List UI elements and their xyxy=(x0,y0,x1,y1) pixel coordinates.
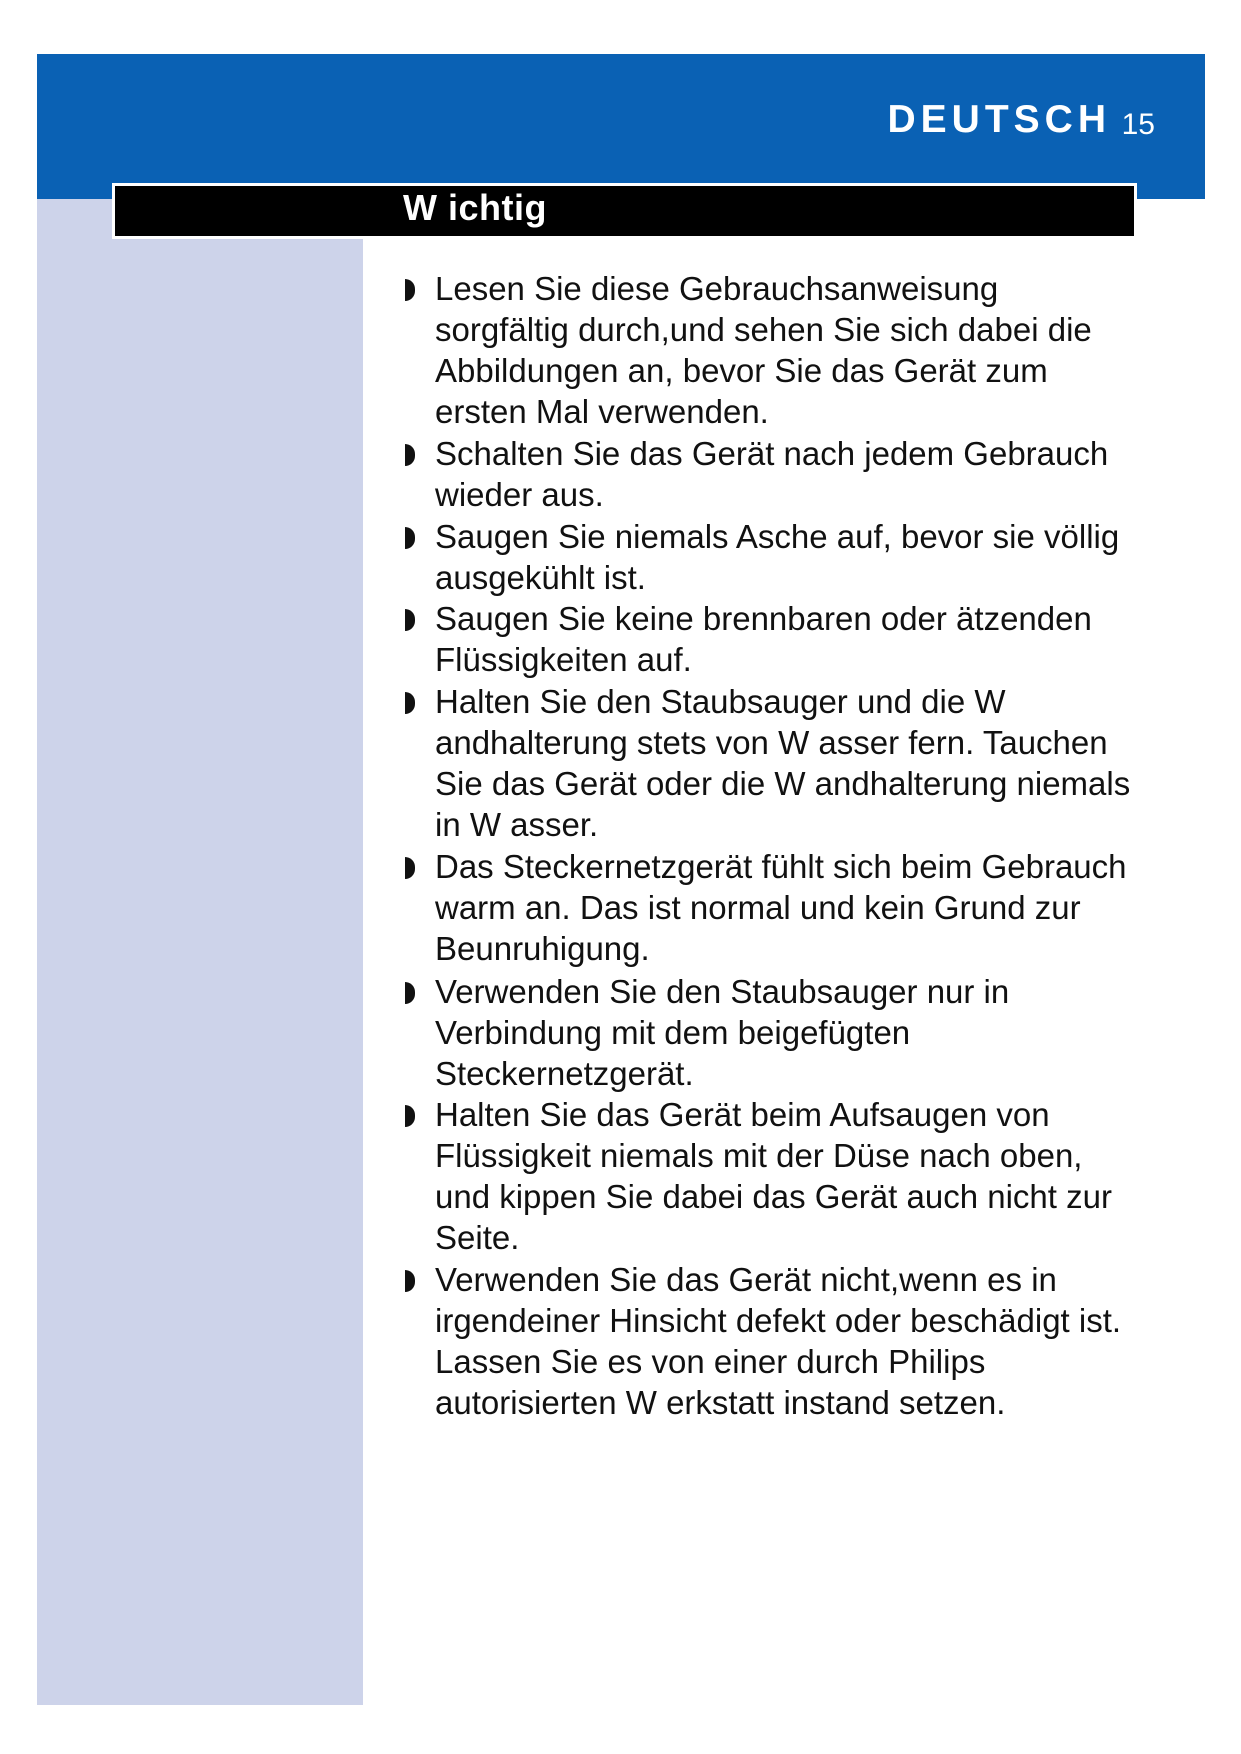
left-margin-panel xyxy=(37,199,363,1705)
bullet-icon xyxy=(405,609,415,631)
language-label: DEUTSCH xyxy=(887,98,1111,141)
section-title-bar xyxy=(112,183,1137,239)
list-item xyxy=(435,681,1135,845)
bullet-icon xyxy=(405,692,415,714)
bullet-icon xyxy=(405,857,415,879)
page-number: 15 xyxy=(1121,108,1155,141)
list-item-text: Verwenden Sie den Staubsauger nur in Verbindung mit dem beigefügten Steckernetzgerät. xyxy=(435,973,1010,1092)
list-item-text: Halten Sie den Staubsauger und die W andhalterung stets von W asser fern. Tauchen Sie das Gerät oder die W andhalterung niemals in W asser. xyxy=(435,683,1131,843)
list-item xyxy=(435,268,1135,432)
bullet-icon xyxy=(405,279,415,301)
list-item-text: Lesen Sie diese Gebrauchsanweisung sorgfältig durch,und sehen Sie sich dabei die Abbildungen an, bevor Sie das Gerät zum ersten Mal verwenden. xyxy=(435,270,1092,430)
list-item-text: Schalten Sie das Gerät nach jedem Gebrauch wieder aus. xyxy=(435,435,1109,513)
bullet-icon xyxy=(405,982,415,1004)
bullet-icon xyxy=(405,1105,415,1127)
list-item-text: Saugen Sie niemals Asche auf, bevor sie völlig ausgekühlt ist. xyxy=(435,518,1120,596)
bullet-icon xyxy=(405,527,415,549)
list-item-text: Verwenden Sie das Gerät nicht,wenn es in irgendeiner Hinsicht defekt oder beschädigt ist. Lassen Sie es von einer durch Philips autorisierten W erkstatt instand setzen. xyxy=(435,1261,1122,1421)
list-item xyxy=(435,516,1135,598)
list-item xyxy=(435,1094,1135,1258)
list-item xyxy=(435,971,1135,1094)
list-item-text: Saugen Sie keine brennbaren oder ätzenden Flüssigkeiten auf. xyxy=(435,600,1092,678)
bullet-icon xyxy=(405,1270,415,1292)
section-title: W ichtig xyxy=(403,187,547,228)
list-item-text: Halten Sie das Gerät beim Aufsaugen von Flüssigkeit niemals mit der Düse nach oben, und kippen Sie dabei das Gerät auch nicht zur Seite. xyxy=(435,1096,1112,1256)
list-item-text: Das Steckernetzgerät fühlt sich beim Gebrauch warm an. Das ist normal und kein Grund zur Beunruhigung. xyxy=(435,848,1127,967)
bullet-icon xyxy=(405,444,415,466)
list-item xyxy=(435,433,1135,515)
list-item xyxy=(435,598,1135,680)
list-item xyxy=(435,846,1135,969)
list-item xyxy=(435,1259,1135,1423)
